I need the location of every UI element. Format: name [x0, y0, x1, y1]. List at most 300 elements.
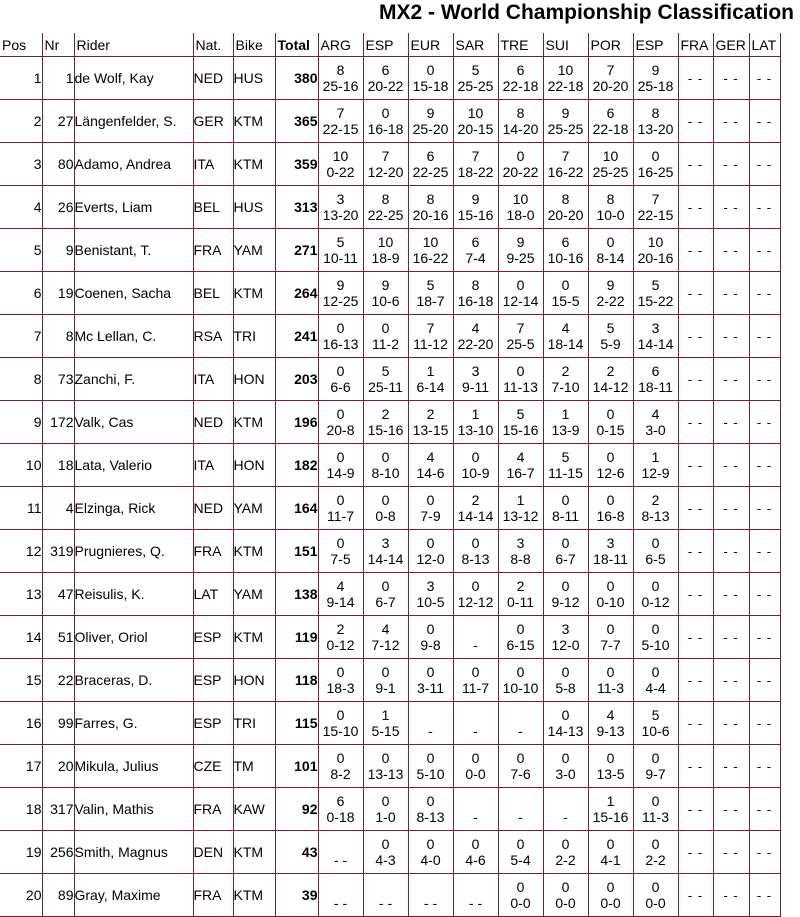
number-cell: 99: [42, 702, 74, 745]
round-result: [543, 745, 588, 788]
header-nat: Nat.: [193, 33, 233, 57]
round-points: 0: [606, 492, 615, 508]
round-result: [588, 358, 633, 401]
round-empty: - -: [749, 272, 780, 315]
table-row: [0, 143, 780, 186]
round-points: 0: [561, 664, 570, 680]
round-points: 8: [561, 191, 570, 207]
race-results: 11-2: [372, 336, 399, 352]
rider-name: Benistant, T.: [74, 229, 193, 272]
race-results: 4-0: [420, 852, 441, 868]
header-round: SUI: [543, 33, 588, 57]
round-result: [408, 616, 453, 659]
race-results: 14-14: [637, 336, 674, 352]
race-results: 2-22: [596, 293, 625, 309]
round-result: [318, 874, 363, 917]
round-result: [363, 57, 408, 100]
race-results: 22-20: [457, 336, 494, 352]
total-points: 164: [275, 487, 318, 530]
round-points: 7: [561, 148, 570, 164]
round-points: 3: [561, 621, 570, 637]
round-points: 4: [426, 449, 435, 465]
round-empty: - -: [678, 745, 713, 788]
round-points: 1: [381, 707, 390, 723]
round-result: [633, 401, 678, 444]
number-cell: 319: [42, 530, 74, 573]
round-result: [498, 229, 543, 272]
round-points: 3: [336, 191, 345, 207]
table-row: [0, 874, 780, 917]
number-cell: 51: [42, 616, 74, 659]
round-result: [408, 186, 453, 229]
round-result: [408, 788, 453, 831]
round-points: 5: [561, 449, 570, 465]
round-points: 1: [426, 363, 435, 379]
race-results: 4-6: [465, 852, 486, 868]
race-results: - -: [378, 895, 393, 911]
position-cell: 13: [0, 573, 42, 616]
race-results: 9-25: [506, 250, 535, 266]
race-results: 18-3: [326, 680, 355, 696]
total-points: 115: [275, 702, 318, 745]
round-points: 0: [606, 664, 615, 680]
round-points: 0: [471, 750, 480, 766]
round-empty: - -: [678, 100, 713, 143]
round-result: [453, 659, 498, 702]
round-points: [544, 793, 588, 809]
race-results: 14-12: [592, 379, 629, 395]
header-round: TRE: [498, 33, 543, 57]
round-points: 10: [467, 105, 484, 121]
table-row: [0, 315, 780, 358]
rider-name: Oliver, Oriol: [74, 616, 193, 659]
round-result: [318, 530, 363, 573]
header-round: ESP: [633, 33, 678, 57]
rider-name: Mikula, Julius: [74, 745, 193, 788]
nationality-cell: ESP: [193, 659, 233, 702]
position-cell: 9: [0, 401, 42, 444]
position-cell: 12: [0, 530, 42, 573]
race-results: 25-18: [637, 78, 674, 94]
round-empty: - -: [713, 702, 749, 745]
race-results: 4-3: [375, 852, 396, 868]
round-result: [408, 143, 453, 186]
round-result: [498, 616, 543, 659]
race-results: 5-10: [641, 637, 670, 653]
header-bike: Bike: [233, 33, 275, 57]
round-result: [408, 444, 453, 487]
round-points: 0: [381, 492, 390, 508]
race-results: 10-5: [416, 594, 445, 610]
total-points: 119: [275, 616, 318, 659]
round-result: [588, 616, 633, 659]
number-cell: 89: [42, 874, 74, 917]
round-points: 0: [426, 793, 435, 809]
race-results: 5-10: [416, 766, 445, 782]
total-points: 101: [275, 745, 318, 788]
header-round: FRA: [678, 33, 713, 57]
round-points: 5: [336, 234, 345, 250]
bike-cell: HUS: [233, 57, 275, 100]
round-result: [363, 745, 408, 788]
round-points: 2: [606, 363, 615, 379]
round-points: 7: [516, 320, 525, 336]
round-result: [543, 143, 588, 186]
table-row: [0, 186, 780, 229]
round-points: 9: [561, 105, 570, 121]
round-result: [363, 487, 408, 530]
round-result: [543, 530, 588, 573]
round-points: 0: [651, 836, 660, 852]
rider-name: Zanchi, F.: [74, 358, 193, 401]
race-results: 12-25: [322, 293, 359, 309]
round-result: [408, 745, 453, 788]
nationality-cell: NED: [193, 487, 233, 530]
race-results: 11-3: [642, 809, 669, 825]
race-results: 22-18: [547, 78, 584, 94]
bike-cell: YAM: [233, 573, 275, 616]
race-results: 8-10: [371, 465, 400, 481]
round-empty: - -: [713, 487, 749, 530]
race-results: 25-11: [368, 379, 403, 395]
race-results: 10-9: [461, 465, 490, 481]
bike-cell: KTM: [233, 272, 275, 315]
total-points: 118: [275, 659, 318, 702]
round-points: 0: [561, 492, 570, 508]
race-results: 25-25: [592, 164, 629, 180]
race-results: 13-12: [502, 508, 539, 524]
round-empty: - -: [713, 143, 749, 186]
round-points: 0: [471, 836, 480, 852]
round-points: 0: [651, 148, 660, 164]
round-points: 6: [516, 62, 525, 78]
round-empty: - -: [713, 100, 749, 143]
round-points: 8: [651, 105, 660, 121]
round-result: [498, 831, 543, 874]
round-result: [543, 358, 588, 401]
rider-name: Everts, Liam: [74, 186, 193, 229]
round-points: 0: [336, 363, 345, 379]
round-empty: - -: [713, 573, 749, 616]
race-results: 20-22: [502, 164, 539, 180]
bike-cell: HON: [233, 659, 275, 702]
round-empty: - -: [749, 401, 780, 444]
round-points: 8: [426, 191, 435, 207]
table-row: [0, 444, 780, 487]
round-empty: - -: [713, 272, 749, 315]
round-result: [543, 874, 588, 917]
round-result: [498, 401, 543, 444]
round-result: [633, 487, 678, 530]
round-result: [363, 874, 408, 917]
race-results: 6-5: [645, 551, 666, 567]
round-result: [318, 487, 363, 530]
round-result: [453, 831, 498, 874]
rider-name: Längenfelder, S.: [74, 100, 193, 143]
race-results: 9-8: [420, 637, 441, 653]
round-empty: - -: [713, 444, 749, 487]
race-results: 11-3: [597, 680, 624, 696]
race-results: 4-1: [600, 852, 621, 868]
nationality-cell: BEL: [193, 186, 233, 229]
race-results: 12-12: [457, 594, 494, 610]
round-result: [633, 616, 678, 659]
race-results: -: [473, 809, 478, 825]
position-cell: 4: [0, 186, 42, 229]
race-results: 7-10: [551, 379, 580, 395]
race-results: 18-9: [371, 250, 400, 266]
round-empty: - -: [749, 831, 780, 874]
round-result: [588, 315, 633, 358]
round-points: 0: [381, 793, 390, 809]
race-results: 12-9: [641, 465, 670, 481]
round-points: 2: [561, 363, 570, 379]
round-points: 10: [557, 62, 574, 78]
round-points: 5: [651, 707, 660, 723]
round-result: [408, 874, 453, 917]
round-points: 0: [471, 578, 480, 594]
round-result: [633, 702, 678, 745]
round-result: [543, 186, 588, 229]
round-result: [543, 272, 588, 315]
round-result: [363, 229, 408, 272]
round-points: 2: [651, 492, 660, 508]
bike-cell: YAM: [233, 487, 275, 530]
round-empty: - -: [749, 788, 780, 831]
round-result: [543, 444, 588, 487]
round-points: 0: [426, 836, 435, 852]
round-result: [363, 616, 408, 659]
round-points: 0: [606, 406, 615, 422]
number-cell: 80: [42, 143, 74, 186]
table-row: [0, 401, 780, 444]
header-round: GER: [713, 33, 749, 57]
classification-table: [0, 33, 781, 917]
race-results: 20-20: [592, 78, 629, 94]
round-result: [408, 659, 453, 702]
round-result: [408, 702, 453, 745]
round-points: 0: [561, 707, 570, 723]
race-results: 9-1: [375, 680, 396, 696]
header-round: EUR: [408, 33, 453, 57]
round-result: [588, 186, 633, 229]
round-empty: - -: [678, 616, 713, 659]
position-cell: 11: [0, 487, 42, 530]
table-row: [0, 272, 780, 315]
round-points: 5: [471, 62, 480, 78]
round-empty: - -: [678, 573, 713, 616]
race-results: 13-20: [322, 207, 359, 223]
nationality-cell: DEN: [193, 831, 233, 874]
round-result: [588, 57, 633, 100]
race-results: 16-18: [457, 293, 494, 309]
race-results: 8-13: [416, 809, 445, 825]
total-points: 39: [275, 874, 318, 917]
round-points: 0: [516, 363, 525, 379]
round-result: [588, 745, 633, 788]
table-row: [0, 702, 780, 745]
round-points: 10: [377, 234, 394, 250]
round-result: [363, 100, 408, 143]
race-results: 7-9: [420, 508, 441, 524]
round-result: [408, 831, 453, 874]
round-empty: - -: [678, 788, 713, 831]
race-results: 22-25: [367, 207, 404, 223]
rider-name: de Wolf, Kay: [74, 57, 193, 100]
round-result: [318, 444, 363, 487]
round-points: 3: [516, 535, 525, 551]
round-empty: - -: [678, 358, 713, 401]
bike-cell: YAM: [233, 229, 275, 272]
round-result: [408, 315, 453, 358]
round-result: [363, 659, 408, 702]
round-empty: - -: [749, 616, 780, 659]
round-points: 9: [651, 62, 660, 78]
round-points: 6: [561, 234, 570, 250]
race-results: 0-0: [645, 895, 666, 911]
round-empty: - -: [749, 358, 780, 401]
round-result: [498, 530, 543, 573]
round-points: [409, 879, 453, 895]
race-results: 15-16: [367, 422, 404, 438]
race-results: 22-25: [412, 164, 449, 180]
round-points: 8: [471, 277, 480, 293]
round-points: 0: [651, 621, 660, 637]
rider-name: Elzinga, Rick: [74, 487, 193, 530]
round-result: [363, 831, 408, 874]
round-points: 7: [651, 191, 660, 207]
position-cell: 7: [0, 315, 42, 358]
round-empty: - -: [678, 702, 713, 745]
rider-name: Farres, G.: [74, 702, 193, 745]
race-results: 22-15: [637, 207, 674, 223]
race-results: 18-11: [593, 551, 628, 567]
round-result: [543, 100, 588, 143]
round-points: 0: [381, 449, 390, 465]
race-results: -: [473, 637, 478, 653]
round-points: 8: [606, 191, 615, 207]
total-points: 151: [275, 530, 318, 573]
number-cell: 19: [42, 272, 74, 315]
round-result: [498, 487, 543, 530]
round-points: 3: [426, 578, 435, 594]
bike-cell: HON: [233, 444, 275, 487]
race-results: 8-8: [510, 551, 531, 567]
race-results: 6-14: [416, 379, 445, 395]
round-points: 6: [471, 234, 480, 250]
round-points: 0: [561, 836, 570, 852]
position-cell: 16: [0, 702, 42, 745]
round-points: 0: [606, 879, 615, 895]
nationality-cell: FRA: [193, 788, 233, 831]
round-empty: - -: [678, 143, 713, 186]
round-points: 6: [426, 148, 435, 164]
round-result: [543, 616, 588, 659]
round-result: [363, 401, 408, 444]
race-results: 25-25: [547, 121, 584, 137]
round-empty: - -: [713, 186, 749, 229]
race-results: 10-11: [323, 250, 358, 266]
round-result: [408, 229, 453, 272]
round-result: [633, 272, 678, 315]
round-empty: - -: [713, 659, 749, 702]
position-cell: 3: [0, 143, 42, 186]
bike-cell: HON: [233, 358, 275, 401]
round-empty: - -: [713, 57, 749, 100]
round-points: 7: [606, 62, 615, 78]
round-points: 0: [471, 664, 480, 680]
position-cell: 1: [0, 57, 42, 100]
race-results: 8-13: [641, 508, 670, 524]
round-empty: - -: [713, 530, 749, 573]
round-points: 4: [651, 406, 660, 422]
race-results: 16-22: [412, 250, 449, 266]
round-empty: - -: [713, 831, 749, 874]
race-results: 13-20: [637, 121, 674, 137]
race-results: 5-4: [510, 852, 531, 868]
round-points: 2: [426, 406, 435, 422]
table-row: [0, 831, 780, 874]
race-results: 10-6: [371, 293, 400, 309]
race-results: 8-14: [596, 250, 625, 266]
round-result: [453, 616, 498, 659]
round-result: [588, 788, 633, 831]
round-points: 0: [606, 750, 615, 766]
race-results: 10-6: [641, 723, 670, 739]
race-results: 3-11: [417, 680, 444, 696]
rider-name: Adamo, Andrea: [74, 143, 193, 186]
table-row: [0, 358, 780, 401]
race-results: -: [563, 809, 568, 825]
total-points: 365: [275, 100, 318, 143]
rider-name: Mc Lellan, C.: [74, 315, 193, 358]
bike-cell: KTM: [233, 831, 275, 874]
table-row: [0, 229, 780, 272]
round-result: [633, 143, 678, 186]
round-points: 10: [602, 148, 619, 164]
round-empty: - -: [713, 745, 749, 788]
position-cell: 8: [0, 358, 42, 401]
round-points: 0: [561, 535, 570, 551]
total-points: 264: [275, 272, 318, 315]
race-results: 25-5: [506, 336, 535, 352]
race-results: 15-10: [322, 723, 359, 739]
round-result: [543, 573, 588, 616]
round-points: 4: [606, 707, 615, 723]
race-results: 16-7: [506, 465, 535, 481]
round-empty: - -: [678, 401, 713, 444]
round-result: [318, 573, 363, 616]
round-points: 3: [471, 363, 480, 379]
bike-cell: KTM: [233, 401, 275, 444]
number-cell: 27: [42, 100, 74, 143]
round-result: [588, 702, 633, 745]
race-results: 6-6: [330, 379, 351, 395]
race-results: 0-11: [507, 594, 534, 610]
rider-name: Smith, Magnus: [74, 831, 193, 874]
round-result: [588, 229, 633, 272]
round-result: [633, 444, 678, 487]
race-results: 15-16: [592, 809, 629, 825]
bike-cell: KTM: [233, 874, 275, 917]
total-points: 182: [275, 444, 318, 487]
round-empty: - -: [713, 315, 749, 358]
round-result: [633, 831, 678, 874]
round-result: [633, 57, 678, 100]
rider-name: Lata, Valerio: [74, 444, 193, 487]
total-points: 241: [275, 315, 318, 358]
header-round: SAR: [453, 33, 498, 57]
